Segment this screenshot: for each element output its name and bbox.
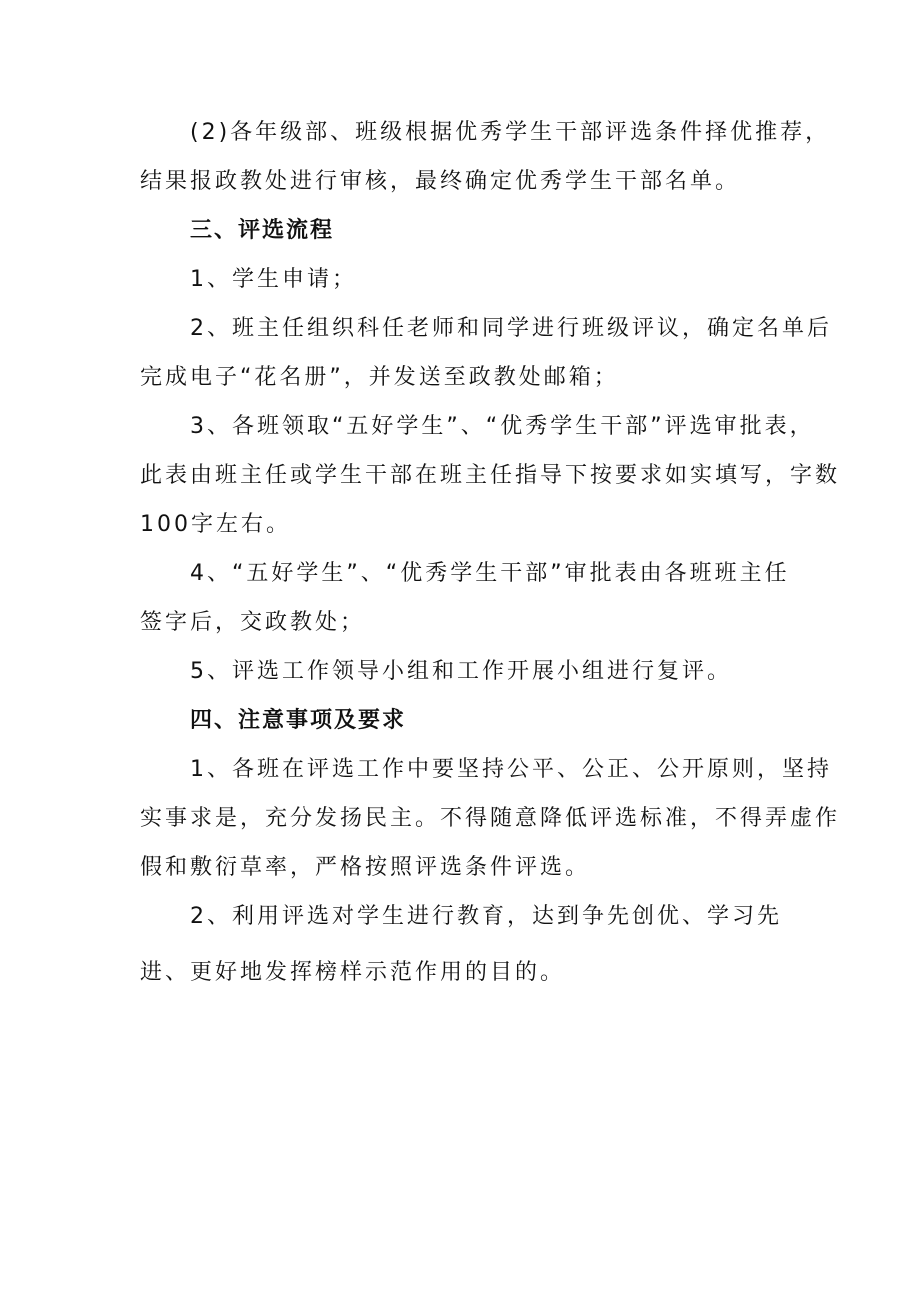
paragraph-line: (2)各年级部、班级根据优秀学生干部评选条件择优推荐， [190, 120, 831, 145]
list-item: 1、学生申请； [190, 267, 357, 292]
list-item: 2、利用评选对学生进行教育，达到争先创优、学习先 [190, 904, 782, 929]
list-item: 100字左右。 [140, 512, 291, 537]
list-item: 1、各班在评选工作中要坚持公平、公正、公开原则，坚持 [190, 757, 832, 782]
list-item: 进、更好地发挥榜样示范作用的目的。 [140, 960, 566, 985]
list-item: 此表由班主任或学生干部在班主任指导下按要求如实填写，字数 [140, 463, 841, 488]
list-item: 实事求是，充分发扬民主。不得随意降低评选标准，不得弄虚作 [140, 806, 841, 831]
list-item: 3、各班领取“五好学生”、“优秀学生干部”评选审批表， [190, 414, 815, 439]
list-item: 2、班主任组织科任老师和同学进行班级评议，确定名单后 [190, 316, 832, 341]
list-item: 完成电子“花名册”，并发送至政教处邮箱； [140, 365, 619, 390]
paragraph-line: 结果报政教处进行审核，最终确定优秀学生干部名单。 [140, 169, 741, 194]
list-item: 签字后，交政教处； [140, 610, 366, 635]
list-item: 5、评选工作领导小组和工作开展小组进行复评。 [190, 659, 732, 684]
list-item: 4、“五好学生”、“优秀学生干部”审批表由各班班主任 [190, 561, 790, 586]
section-heading: 三、评选流程 [190, 218, 335, 243]
section-heading: 四、注意事项及要求 [190, 708, 407, 733]
list-item: 假和敷衍草率，严格按照评选条件评选。 [140, 855, 591, 880]
